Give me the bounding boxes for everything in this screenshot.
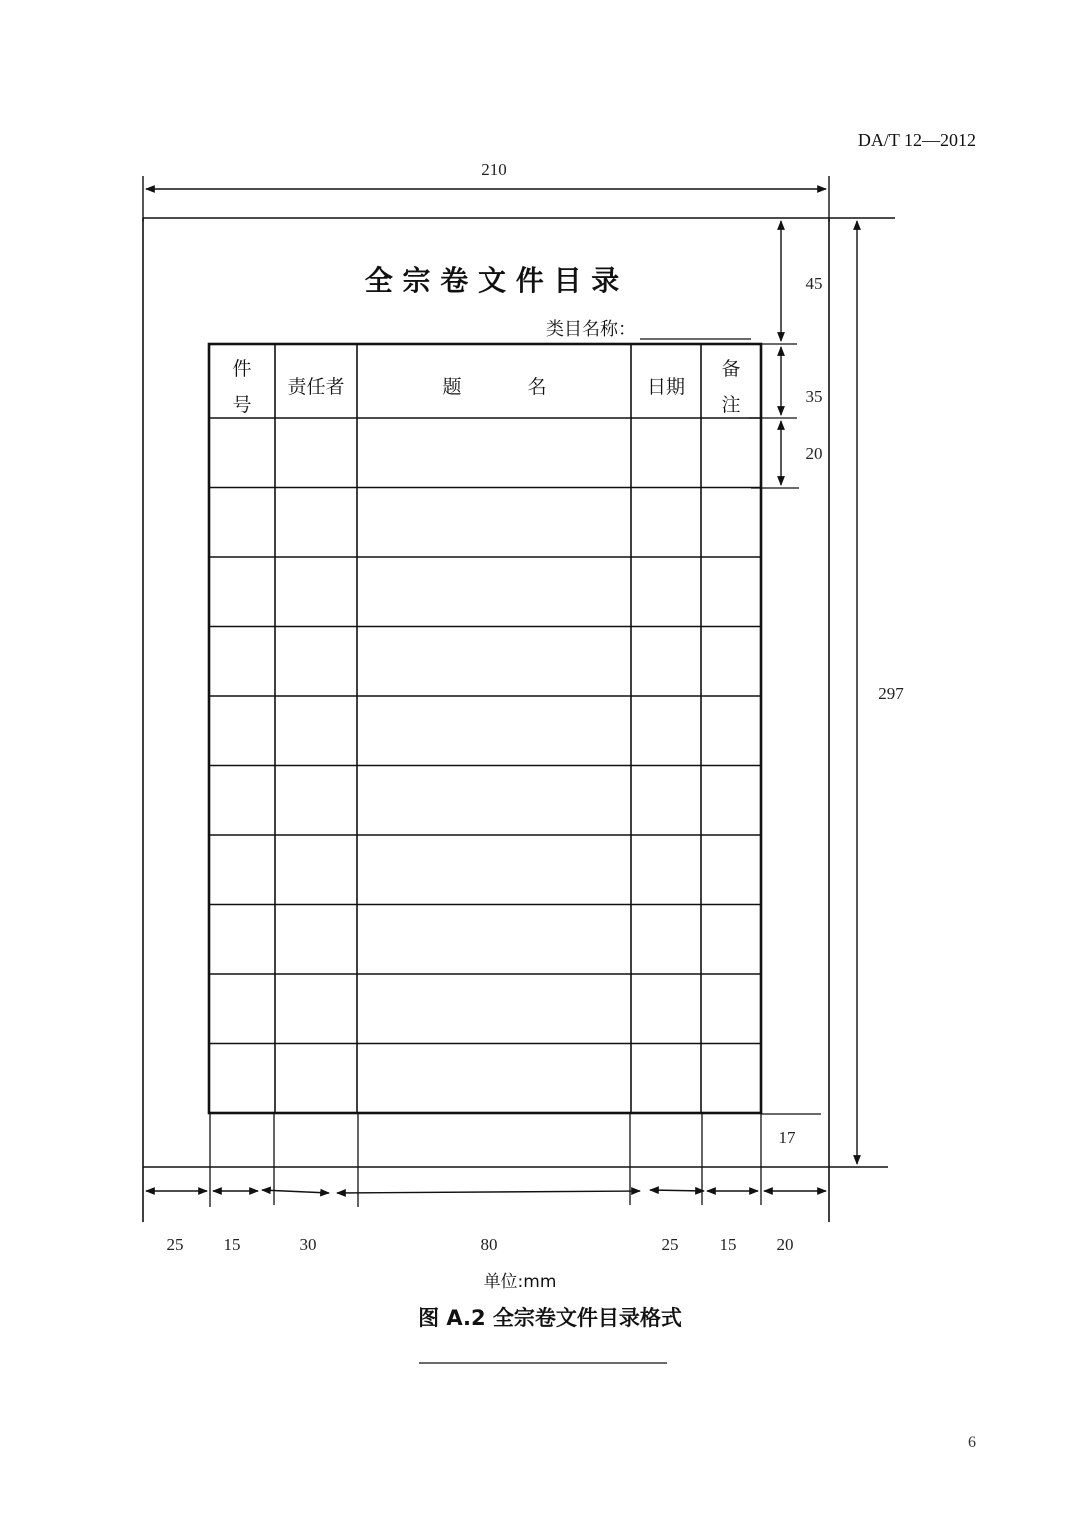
bottom-margin-label: 17 xyxy=(778,1128,796,1147)
page-width-label: 210 xyxy=(481,160,507,179)
col-width-2: 15 xyxy=(223,1235,241,1254)
page-number: 6 xyxy=(968,1434,976,1451)
header-responsible: 责任者 xyxy=(287,376,345,398)
unit-label: 单位:mm xyxy=(483,1272,557,1292)
header-row-height-label: 35 xyxy=(805,387,823,406)
header-title-a: 题 xyxy=(442,376,462,398)
page-width-dimension xyxy=(143,160,829,222)
header-item-no-2: 号 xyxy=(232,394,252,416)
header-date: 日期 xyxy=(646,376,686,398)
header-note-1: 备 xyxy=(721,358,741,380)
page-height-label: 297 xyxy=(878,684,904,703)
top-margin-label: 45 xyxy=(805,274,823,293)
col-width-3: 30 xyxy=(299,1235,317,1254)
col-width-5: 25 xyxy=(661,1235,679,1254)
page-outline xyxy=(143,218,895,1222)
col-width-4: 80 xyxy=(480,1235,498,1254)
figure-caption: 图 A.2 全宗卷文件目录格式 xyxy=(418,1306,682,1330)
row-lines xyxy=(209,488,761,1044)
header-note-2: 注 xyxy=(721,394,741,416)
catalog-table xyxy=(209,344,761,1113)
header-item-no-1: 件 xyxy=(232,358,252,380)
standard-code: DA/T 12—2012 xyxy=(857,130,976,150)
col-width-1: 25 xyxy=(166,1235,184,1254)
horizontal-dimensions xyxy=(146,1113,826,1254)
vertical-dimensions xyxy=(749,221,904,1164)
table-border xyxy=(209,344,761,1113)
category-label: 类目名称： xyxy=(546,319,636,340)
form-title: 全 宗 卷 文 件 目 录 xyxy=(364,264,620,297)
col-width-7: 20 xyxy=(776,1235,794,1254)
col-width-6: 15 xyxy=(719,1235,737,1254)
column-lines xyxy=(275,344,701,1113)
header-title-b: 名 xyxy=(527,376,547,398)
body-row-height-label: 20 xyxy=(805,444,823,463)
